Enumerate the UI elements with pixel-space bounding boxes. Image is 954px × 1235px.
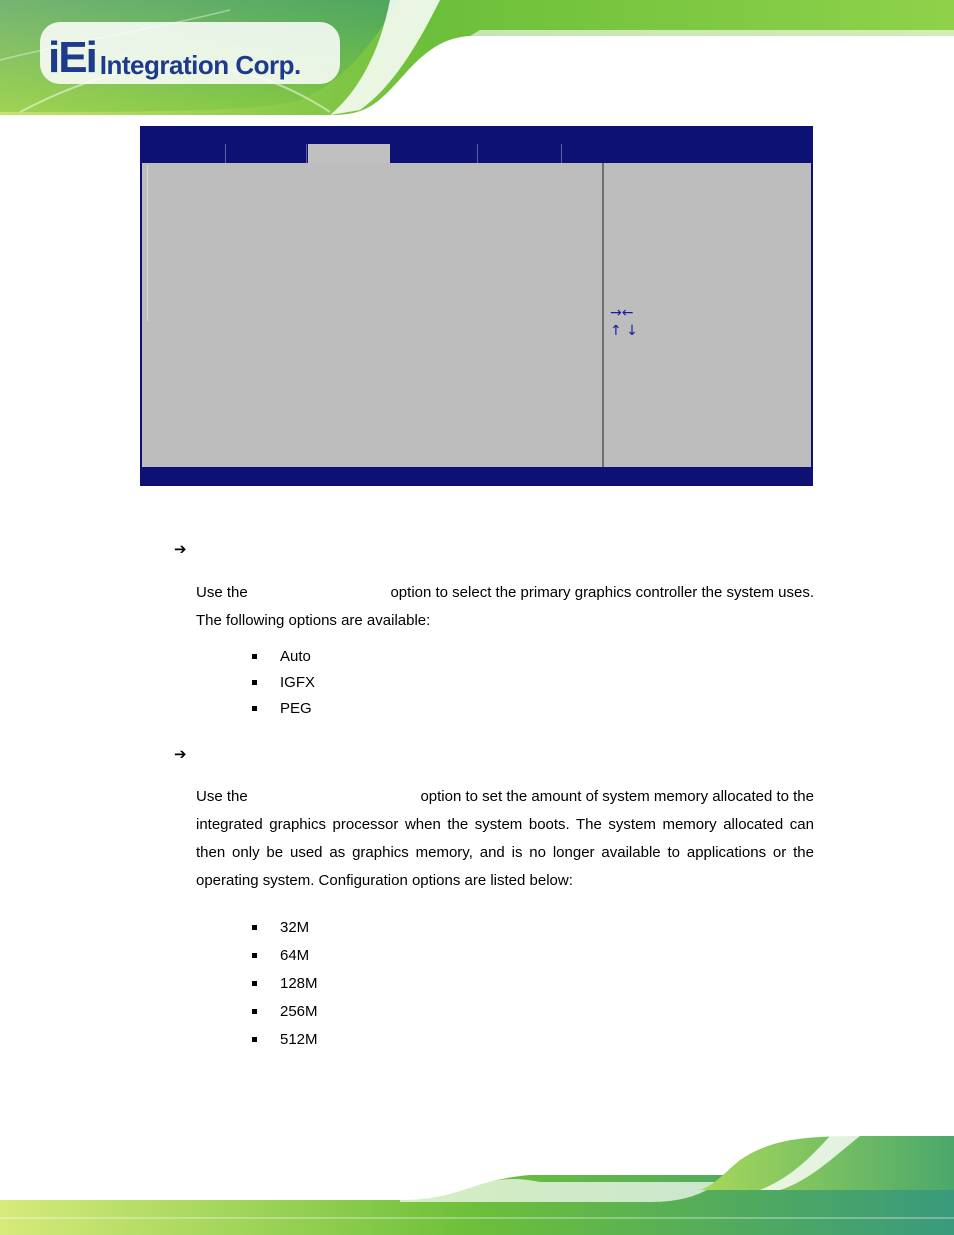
logo-name: Integration Corp. xyxy=(99,50,301,80)
bullet-square-icon xyxy=(252,981,257,986)
bullet-square-icon xyxy=(252,1009,257,1014)
paragraph-line: The following options are available: xyxy=(196,612,431,629)
select-item-arrows-icon: ↑ ↓ xyxy=(610,323,638,339)
bios-title-bar xyxy=(140,126,813,144)
paragraph-line: integrated graphics processor when the system boots. The system memory allocated can xyxy=(196,816,814,833)
company-logo xyxy=(48,28,301,80)
bullet-square-icon xyxy=(252,706,257,711)
section-2-paragraph xyxy=(196,783,814,895)
bios-tab-6[interactable] xyxy=(562,144,642,163)
select-screen-arrows-icon: →← xyxy=(610,305,634,321)
bios-key-hints xyxy=(610,304,638,340)
paragraph-line-end: option to set the amount of system memory allocated to the xyxy=(420,788,814,805)
page-footer-banner xyxy=(0,1130,954,1235)
paragraph-line: operating system. Configuration options are listed below: xyxy=(196,872,573,889)
bios-panel-guide-line xyxy=(147,165,148,321)
paragraph-line-start: Use the xyxy=(196,584,248,601)
bios-tab-1[interactable] xyxy=(140,144,226,163)
bios-settings-panel xyxy=(142,163,602,467)
bios-screenshot xyxy=(140,126,813,486)
bullet-square-icon xyxy=(252,953,257,958)
bios-status-bar xyxy=(140,467,813,486)
section-1-paragraph xyxy=(196,579,814,635)
bios-tab-2[interactable] xyxy=(226,144,307,163)
paragraph-line-end: option to select the primary graphics controller the system uses. xyxy=(390,584,814,601)
section-arrow-icon: ➔ xyxy=(174,541,187,558)
logo-mark: iEi xyxy=(48,33,96,82)
paragraph-line-start: Use the xyxy=(196,788,248,805)
page-header-banner xyxy=(0,0,954,115)
bios-tab-4[interactable] xyxy=(390,144,478,163)
bullet-square-icon xyxy=(252,680,257,685)
bullet-square-icon xyxy=(252,654,257,659)
bios-tab-bar xyxy=(140,144,813,163)
bios-tab-active[interactable] xyxy=(308,144,390,163)
bullet-square-icon xyxy=(252,925,257,930)
paragraph-line xyxy=(196,579,814,607)
section-arrow-icon: ➔ xyxy=(174,746,187,763)
bullet-square-icon xyxy=(252,1037,257,1042)
paragraph-line xyxy=(196,783,814,811)
paragraph-line: then only be used as graphics memory, and is no longer available to applications or the xyxy=(196,844,814,861)
footer-green-swoosh xyxy=(0,1130,954,1235)
bios-tab-5[interactable] xyxy=(478,144,562,163)
